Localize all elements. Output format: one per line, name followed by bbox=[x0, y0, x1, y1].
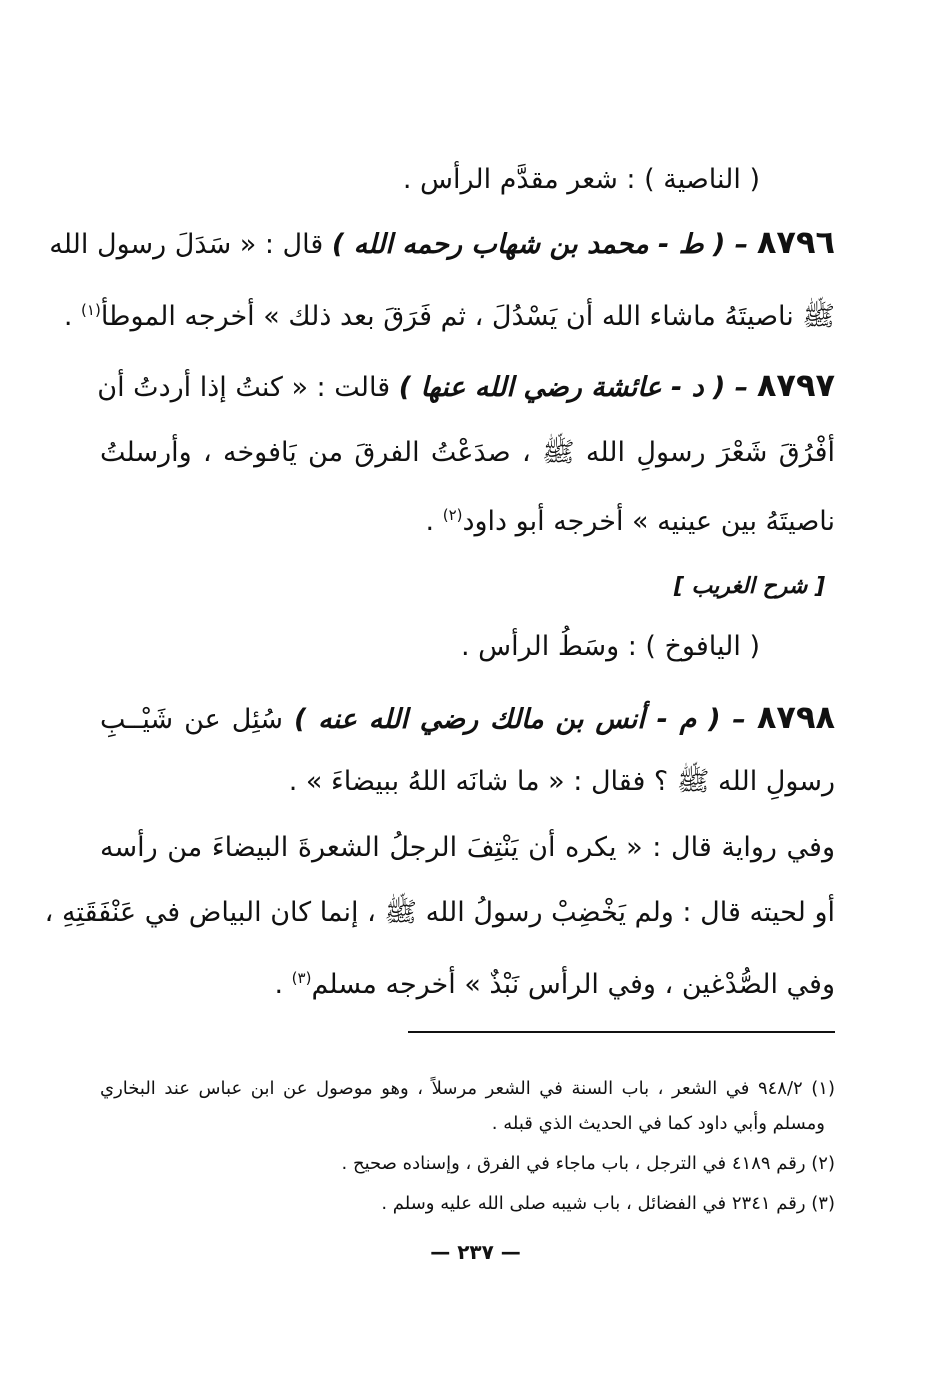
definition-yafukh bbox=[440, 627, 760, 667]
hadith-text: قالت : « كنتُ إذا أردتُ أن bbox=[97, 372, 391, 403]
hadith-text: وفي الصُّدْغين ، وفي الرأس نَبْذٌ » أخرجه مسلم bbox=[311, 969, 835, 1000]
footnote-1-line-2 bbox=[100, 1110, 835, 1138]
line-end: . bbox=[274, 969, 292, 1000]
hadith-8798-body-1 bbox=[288, 762, 835, 802]
hadith-8798-body-2 bbox=[100, 828, 835, 868]
footnote-1-line-1 bbox=[100, 1075, 835, 1103]
hadith-text: ناصيتَهُ بين عينيه » أخرجه أبو داود bbox=[462, 506, 835, 537]
definition-yafukh-text: ( اليافوخ ) : وسَطُ الرأس . bbox=[460, 631, 760, 662]
gharib-heading bbox=[100, 565, 835, 607]
hadith-8796-heading bbox=[49, 222, 835, 265]
hadith-8797-body-1 bbox=[100, 433, 835, 473]
hadith-number: ٨٧٩٨ bbox=[756, 698, 835, 736]
line-end: . bbox=[425, 506, 443, 537]
hadith-number: ٨٧٩٧ bbox=[756, 366, 835, 404]
definition-naseya-text: ( الناصية ) : شعر مقدَّم الرأس . bbox=[402, 164, 760, 195]
definition-naseya bbox=[402, 160, 760, 200]
hadith-source: – ( د - عائشة رضي الله عنها ) bbox=[398, 372, 749, 403]
hadith-text: أو لحيته قال : ولم يَخْضِبْ رسولُ الله ﷺ ، إنما كان البياض في عَنْفَقَتِهِ ، bbox=[44, 897, 835, 928]
hadith-8798-body-3 bbox=[44, 893, 835, 933]
footnote-3 bbox=[100, 1190, 835, 1218]
hadith-text: سُئِل عن شَيْــبِ bbox=[100, 704, 283, 735]
footnote-2 bbox=[100, 1150, 835, 1178]
footnote-text: (٣) رقم ٢٣٤١ في الفضائل ، باب شيبه صلى الله عليه وسلم . bbox=[381, 1193, 835, 1214]
hadith-8797-heading bbox=[97, 365, 835, 408]
line-end: . bbox=[63, 301, 82, 332]
hadith-text: ﷺ ناصيتَهُ ماشاء الله أن يَسْدُلَ ، ثم فَرَقَ بعد ذلك » أخرجه الموطأ bbox=[100, 301, 835, 332]
hadith-8796-body bbox=[63, 290, 835, 337]
footnote-marker: (١) bbox=[81, 301, 101, 319]
hadith-8797-body-2 bbox=[100, 495, 835, 542]
hadith-8798-heading bbox=[100, 697, 835, 740]
hadith-text: قال : « سَدَلَ رسول الله bbox=[49, 229, 324, 260]
footnote-divider bbox=[408, 1031, 835, 1033]
footnote-text: (١) ٩٤٨/٢ في الشعر ، باب السنة في الشعر مرسلاً ، وهو موصول عن ابن عباس عند البخاري bbox=[100, 1078, 835, 1099]
section-heading: [ شرح الغريب ] bbox=[673, 574, 825, 599]
hadith-source: – ( ط - محمد بن شهاب رحمه الله ) bbox=[331, 229, 749, 260]
footnote-text: (٢) رقم ٤١٨٩ في الترجل ، باب ماجاء في الفرق ، وإسناده صحيح . bbox=[341, 1153, 835, 1174]
footnote-marker: (٢) bbox=[442, 506, 463, 524]
footnote-text: ومسلم وأبي داود كما في الحديث الذي قبله . bbox=[491, 1113, 825, 1134]
hadith-source: – ( م - أنس بن مالك رضي الله عنه ) bbox=[294, 704, 746, 735]
footnote-marker: (٣) bbox=[291, 969, 312, 987]
hadith-8798-body-4 bbox=[100, 958, 835, 1005]
hadith-text: رسولِ الله ﷺ ؟ فقال : « ما شانَه اللهُ ببيضاءَ » . bbox=[288, 766, 835, 797]
hadith-text: وفي رواية قال : « يكره أن يَنْتِفَ الرجلُ الشعرةَ البيضاءَ من رأسه bbox=[100, 832, 835, 863]
hadith-number: ٨٧٩٦ bbox=[756, 223, 835, 261]
hadith-text: أفْرُقَ شَعْرَ رسولِ الله ﷺ ، صدَعْتُ الفرقَ من يَافوخه ، وأرسلتُ bbox=[100, 437, 835, 468]
page-number: — ٢٣٧ — bbox=[430, 1240, 521, 1264]
